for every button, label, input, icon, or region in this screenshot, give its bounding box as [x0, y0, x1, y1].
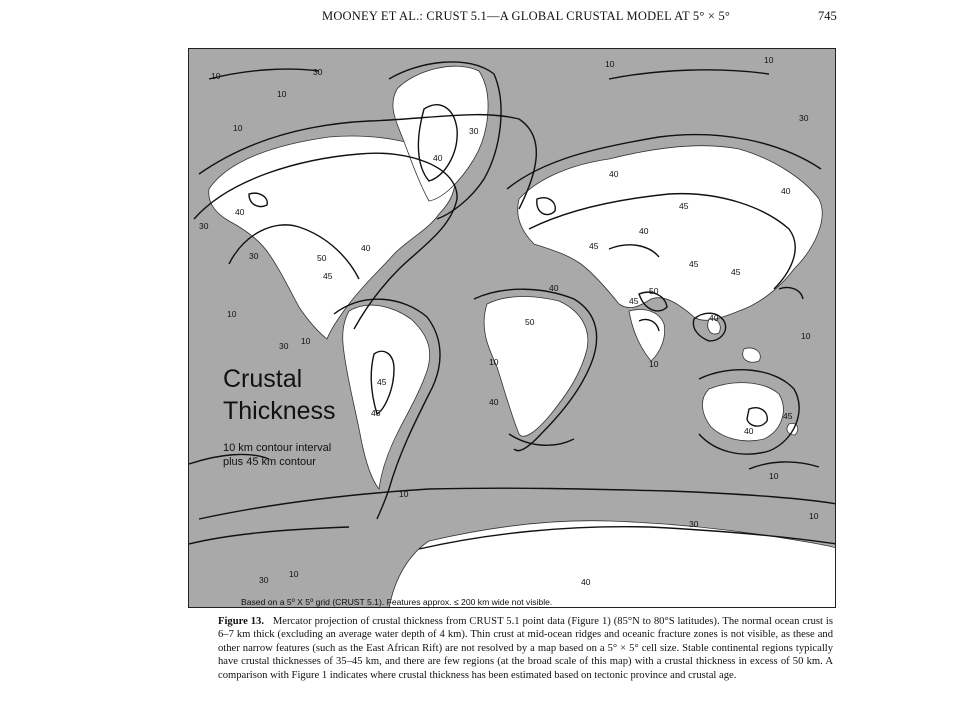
caption-text: Mercator projection of crustal thickness from CRUST 5.1 point data (Figure 1) (85°N to 80°S latitudes). The normal ocean crust is 6–7 km thick (excluding an average water depth of 4 km). Thin crust at mid-ocean ridges and oceanic fracture zones is not visible, as these and other narrow features (such as the East African Rift) are not resolved by a map based on a 5° × 5° cell size. Stable continental regions typically have crustal thicknesses of 35–45 km, and there are few regions (at the broad scale of this map) with a crustal thickness in excess of 50 km. A comparison with Figure 1 indicates where crustal thickness has been estimated based on tectonic province and crustal age. [218, 616, 833, 681]
svg-text:40: 40 [235, 207, 245, 217]
running-head: MOONEY ET AL.: CRUST 5.1—A GLOBAL CRUSTAL MODEL AT 5° × 5° [322, 9, 731, 23]
page-number: 745 [818, 9, 837, 23]
map-title-line2: Thickness [223, 397, 336, 425]
svg-text:40: 40 [549, 283, 559, 293]
svg-text:40: 40 [361, 243, 371, 253]
svg-text:10: 10 [764, 55, 774, 65]
eurasia [518, 146, 823, 321]
world-map-graphic [189, 49, 836, 608]
svg-text:50: 50 [317, 253, 327, 263]
svg-text:40: 40 [781, 186, 791, 196]
svg-text:45: 45 [731, 267, 741, 277]
contour-interval-note: 10 km contour interval [223, 442, 332, 454]
svg-text:10: 10 [399, 489, 409, 499]
south-america [343, 305, 430, 489]
svg-text:30: 30 [313, 67, 323, 77]
svg-text:30: 30 [259, 575, 269, 585]
svg-text:45: 45 [323, 271, 333, 281]
svg-text:10: 10 [809, 511, 819, 521]
svg-text:40: 40 [639, 226, 649, 236]
svg-text:30: 30 [689, 519, 699, 529]
svg-text:45: 45 [689, 259, 699, 269]
svg-text:40: 40 [433, 153, 443, 163]
svg-text:45: 45 [377, 377, 387, 387]
svg-text:10: 10 [605, 59, 615, 69]
extra-contour-note: plus 45 km contour [223, 456, 316, 468]
antarctica [389, 521, 836, 608]
svg-text:30: 30 [469, 126, 479, 136]
australia [702, 383, 783, 441]
svg-text:10: 10 [277, 89, 287, 99]
svg-text:10: 10 [211, 71, 221, 81]
svg-text:10: 10 [489, 357, 499, 367]
svg-text:40: 40 [489, 397, 499, 407]
svg-text:10: 10 [289, 569, 299, 579]
india [629, 310, 665, 361]
svg-text:10: 10 [769, 471, 779, 481]
svg-text:45: 45 [783, 411, 793, 421]
svg-text:45: 45 [679, 201, 689, 211]
svg-text:10: 10 [649, 359, 659, 369]
svg-text:45: 45 [371, 408, 381, 418]
map-title-line1: Crustal [223, 365, 303, 393]
figure-label: Figure 13. [218, 616, 270, 627]
svg-text:30: 30 [249, 251, 259, 261]
figure-caption [218, 615, 833, 682]
svg-text:50: 50 [649, 286, 659, 296]
svg-text:30: 30 [199, 221, 209, 231]
africa [484, 296, 588, 436]
svg-text:45: 45 [629, 296, 639, 306]
svg-text:40: 40 [744, 426, 754, 436]
svg-text:40: 40 [609, 169, 619, 179]
svg-text:40: 40 [581, 577, 591, 587]
svg-text:30: 30 [799, 113, 809, 123]
svg-text:45: 45 [589, 241, 599, 251]
svg-text:10: 10 [233, 123, 243, 133]
svg-text:10: 10 [227, 309, 237, 319]
svg-text:10: 10 [301, 336, 311, 346]
crustal-thickness-map [188, 48, 836, 608]
grid-note: Based on a 5º X 5º grid (CRUST 5.1). Features approx. ≤ 200 km wide not visible. [241, 597, 553, 607]
svg-text:50: 50 [525, 317, 535, 327]
svg-text:30: 30 [279, 341, 289, 351]
svg-text:10: 10 [801, 331, 811, 341]
svg-text:40: 40 [709, 313, 719, 323]
